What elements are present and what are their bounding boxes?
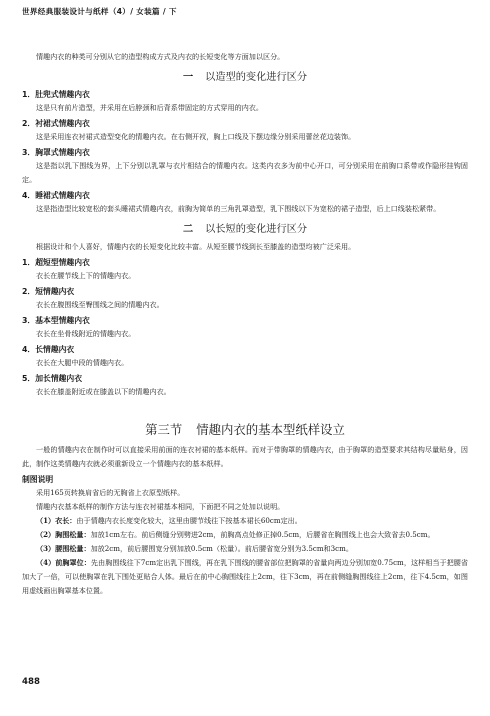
part2-item-body: 衣长在坐骨线附近的情趣内衣。 (36, 329, 136, 338)
note-text: 先由胸围线往下7cm定出乳下围线，再在乳下围线的腰省部位把胸罩的省量向两边分别加宽0.75cm，这样相当于把腰省加大了一倍，可以使胸罩在乳下围处更贴合人体。最后在前中心胸围线往上2cm，往下3cm，再在前侧缝胸围线往上2cm，往下4.5cm，如图用虚线画出胸罩基本位置。 (22, 558, 468, 595)
part1-item-body: 这是只有前片造型，并采用在后脖颈和后背系带固定的方式穿用的内衣。 (36, 103, 263, 112)
part2-item-body: 衣长在大腿中段的情趣内衣。 (36, 358, 129, 367)
part2-item-heading: 3．基本型情趣内衣 (22, 316, 90, 325)
note-text: 加放1cm左右。前后侧缝分别劈进2cm，前胸高点处修正掉0.5cm，后腰省在胸围线上也会大致省去0.5cm。 (90, 530, 435, 539)
part1-item-heading: 2．衬裙式情趣内衣 (22, 119, 90, 128)
part1-item-heading: 1．肚兜式情趣内衣 (22, 90, 90, 99)
note-item (22, 556, 468, 598)
note-label: （2）胸围松量： (36, 530, 91, 539)
section-intro: 一般的情趣内衣在制作时可以直接采用前面的连衣衬裙的基本纸样。而对于带胸罩的情趣内衣，由于胸罩的造型要求其结构尽量贴身，因此，制作这类情趣内衣就必须重新设立一个情趣内衣的基本纸样。 (22, 445, 468, 468)
note-item (22, 528, 468, 542)
drafting-notes-heading: 制图说明 (22, 475, 54, 484)
part2-item-heading: 5．加长情趣内衣 (22, 374, 83, 383)
running-head: 世界经典服装设计与纸样（4）/ 女装篇 / 下 (22, 7, 177, 16)
section-line: 采用165页转换肩省后的无胸省上衣原型纸样。 (36, 488, 185, 497)
note-label: （3）腰围松量： (36, 544, 91, 553)
page-number: 488 (22, 677, 40, 687)
part2-item-body: 衣长在腰节线上下的情趣内衣。 (36, 271, 136, 280)
part2-item-body: 衣长在膝盖附近或在膝盖以下的情趣内衣。 (36, 387, 171, 396)
note-item (22, 542, 468, 556)
part2-item-body: 衣长在腹围线至臀围线之间的情趣内衣。 (36, 300, 164, 309)
section-title (22, 421, 468, 439)
part2-number: 二 (182, 224, 194, 235)
part2-heading (22, 222, 468, 238)
part1-heading (22, 70, 468, 86)
part2-item-heading: 4．长情趣内衣 (22, 345, 75, 354)
note-text: 由于情趣内衣长度变化较大，这里由腰节线往下按基本裙长60cm定出。 (76, 516, 302, 525)
section-title-text: 情趣内衣的基本型纸样设立 (196, 422, 345, 437)
intro-paragraph: 情趣内衣的种类可分别从它的造型构成方式及内衣的长短变化等方面加以区分。 (36, 52, 285, 61)
part1-number: 一 (182, 72, 194, 83)
part2-intro: 根据设计和个人喜好，情趣内衣的长短变化比较丰富。从短至腰节线到长至膝盖的造型均被广泛采用。 (36, 242, 356, 251)
page-content (22, 50, 468, 598)
part1-item-heading: 4．睡裙式情趣内衣 (22, 191, 90, 200)
part2-item-heading: 1．超短型情趣内衣 (22, 258, 90, 267)
part2-title: 以长短的变化进行区分 (205, 224, 308, 235)
part1-item-body: 这是指造型比较宽松的套头睡裙式情趣内衣，前胸为简单的三角乳罩造型，乳下围线以下为宽松的裙子造型，后上口线装松紧带。 (36, 204, 441, 213)
part1-title: 以造型的变化进行区分 (205, 72, 308, 83)
section-number: 第三节 (145, 422, 183, 437)
note-item (22, 514, 468, 528)
section-line: 情趣内衣基本纸样的制作方法与连衣衬裙基本相同，下面把不同之处加以说明。 (36, 502, 285, 511)
part1-item-body: 这是采用连衣衬裙式造型变化的情趣内衣。在右侧开衩，胸上口线及下摆边缘分别采用蕾丝花边装饰。 (36, 132, 356, 141)
note-label: （4）前胸罩位： (36, 558, 91, 567)
note-label: （1）衣长： (36, 516, 77, 525)
part2-item-heading: 2．短情趣内衣 (22, 287, 75, 296)
note-text: 加放2cm，前后腰围宽分别加放0.5cm（松量）。前后腰省宽分别为3.5cm和3cm。 (90, 544, 353, 553)
part1-item-heading: 3．胸罩式情趣内衣 (22, 148, 90, 157)
part1-item-body: 这是指以乳下围线为界，上下分别以乳罩与衣片相结合的情趣内衣。这类内衣多为前中心开口，可分别采用在前胸口系带或作隐形挂钩固定。 (22, 161, 468, 184)
